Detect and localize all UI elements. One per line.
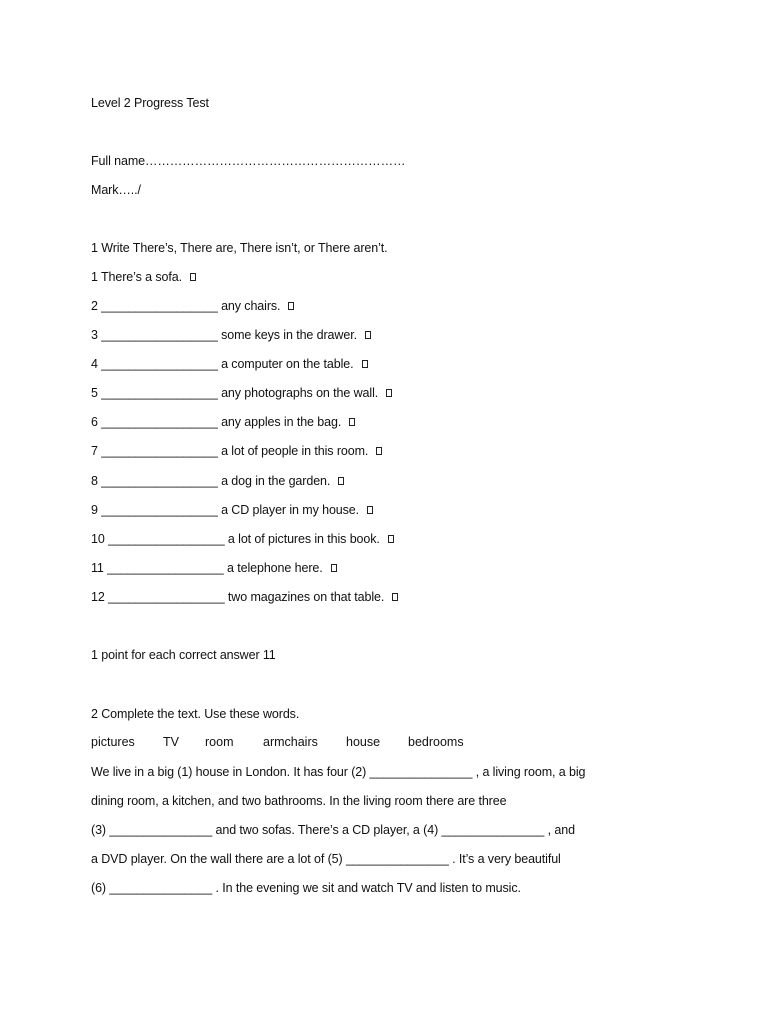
exercise-item [91,385,392,401]
exercise-item-text: 1 There’s a sofa. [91,270,182,284]
checkbox-icon [331,564,337,572]
exercise-item [91,298,294,314]
checkbox-icon [365,331,371,339]
checkbox-icon [288,302,294,310]
exercise-item [91,327,371,343]
exercise-item [91,443,382,459]
exercise-item-text: 2 _________________ any chairs. [91,299,281,313]
exercise-item-text: 3 _________________ some keys in the drawer. [91,328,357,342]
exercise-item-text: 9 _________________ a CD player in my house. [91,503,360,517]
checkbox-icon [338,477,344,485]
passage-line: (3) _______________ and two sofas. There’s a CD player, a (4) _______________ , and [91,823,575,837]
exercise-item-text: 8 _________________ a dog in the garden. [91,474,331,488]
mark-field: Mark…../ [91,183,141,197]
exercise-item-text: 5 _________________ any photographs on the wall. [91,386,379,400]
exercise-item [91,473,344,489]
word-bank-item: armchairs [263,735,318,749]
exercise-item [91,502,373,518]
passage-line: dining room, a kitchen, and two bathrooms. In the living room there are three [91,794,507,808]
exercise-item [91,414,355,430]
exercise-item-text: 7 _________________ a lot of people in this room. [91,444,369,458]
exercise-item [91,531,394,547]
exercise-item-text: 11 _________________ a telephone here. [91,561,323,575]
exercise-item-text: 4 _________________ a computer on the table. [91,357,354,371]
checkbox-icon [376,447,382,455]
exercise-item-text: 6 _________________ any apples in the bag. [91,415,342,429]
page-title: Level 2 Progress Test [91,96,209,110]
passage-line: (6) _______________ . In the evening we sit and watch TV and listen to music. [91,881,521,895]
passage-line: a DVD player. On the wall there are a lot of (5) _______________ . It’s a very beautiful [91,852,561,866]
word-bank-item: TV [163,735,179,749]
full-name-field: Full name……………………………………………………… [91,154,406,168]
exercise-item [91,560,337,576]
checkbox-icon [388,535,394,543]
word-bank-item: pictures [91,735,135,749]
section2-instruction: 2 Complete the text. Use these words. [91,707,300,721]
passage-line: We live in a big (1) house in London. It has four (2) _______________ , a living room, a big [91,765,586,779]
exercise-item [91,269,196,285]
word-bank-item: bedrooms [408,735,464,749]
checkbox-icon [386,389,392,397]
checkbox-icon [367,506,373,514]
word-bank-item: room [205,735,234,749]
checkbox-icon [392,593,398,601]
exercise-item [91,589,398,605]
exercise-item-text: 10 _________________ a lot of pictures in this book. [91,532,380,546]
section1-instruction: 1 Write There’s, There are, There isn’t, or There aren’t. [91,241,388,255]
exercise-item-text: 12 _________________ two magazines on that table. [91,590,385,604]
checkbox-icon [349,418,355,426]
checkbox-icon [362,360,368,368]
checkbox-icon [190,273,196,281]
exercise-item [91,356,368,372]
word-bank-item: house [346,735,381,749]
section1-points: 1 point for each correct answer 11 [91,648,276,662]
